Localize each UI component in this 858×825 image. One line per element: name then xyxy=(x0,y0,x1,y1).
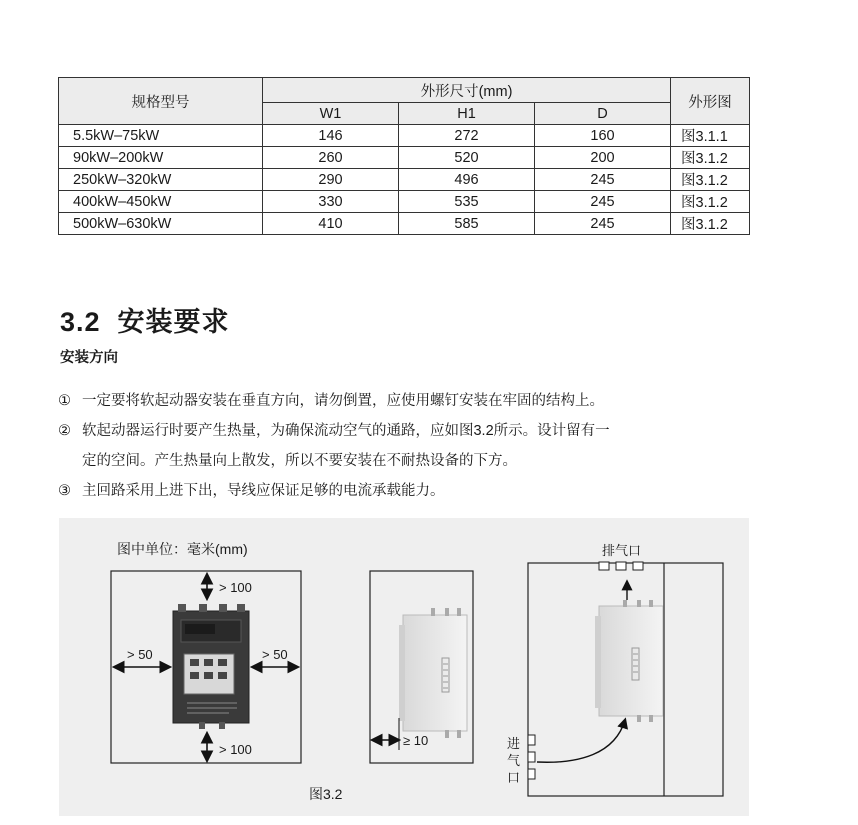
cell-d: 245 xyxy=(535,169,671,191)
item-text: 软起动器运行时要产生热量，为确保流动空气的通路，应如图3.2所示。设计留有一 xyxy=(82,423,610,439)
cell-h1: 496 xyxy=(399,169,535,191)
table-row xyxy=(59,147,750,169)
intake-label-1: 进 xyxy=(507,736,521,751)
header-w1: W1 xyxy=(263,103,399,125)
cell-h1: 520 xyxy=(399,147,535,169)
intake-label-3: 口 xyxy=(507,770,521,785)
bottom-clearance-label: > 100 xyxy=(219,742,252,757)
cell-h1: 272 xyxy=(399,125,535,147)
intake-vent xyxy=(528,769,535,779)
header-dimensions: 外形尺寸(mm) xyxy=(263,78,671,103)
left-clearance-label: > 50 xyxy=(127,647,153,662)
cell-model: 400kW–450kW xyxy=(59,191,263,213)
installation-figure xyxy=(59,518,749,816)
item-text: 一定要将软起动器安装在垂直方向，请勿倒置，应使用螺钉安装在牢固的结构上。 xyxy=(82,393,604,409)
exhaust-label: 排气口 xyxy=(602,543,642,558)
intake-vent xyxy=(528,735,535,745)
cell-d: 160 xyxy=(535,125,671,147)
cell-h1: 535 xyxy=(399,191,535,213)
item-number: ③ xyxy=(58,483,71,499)
requirement-item xyxy=(58,419,778,443)
cell-model: 90kW–200kW xyxy=(59,147,263,169)
intake-label-2: 气 xyxy=(507,753,521,768)
header-figure: 外形图 xyxy=(671,78,750,125)
right-clearance-label: > 50 xyxy=(262,647,288,662)
cell-figure: 图3.1.2 xyxy=(671,191,750,213)
cell-w1: 330 xyxy=(263,191,399,213)
exhaust-vent xyxy=(633,562,643,570)
cell-d: 200 xyxy=(535,147,671,169)
figure-caption: 图3.2 xyxy=(309,786,343,802)
item-number: ② xyxy=(58,423,71,439)
intake-airflow-arrow xyxy=(537,720,625,762)
cell-figure: 图3.1.2 xyxy=(671,213,750,235)
intake-vent xyxy=(528,752,535,762)
spec-table xyxy=(58,77,750,235)
cell-h1: 585 xyxy=(399,213,535,235)
exhaust-vent xyxy=(616,562,626,570)
table-row xyxy=(59,191,750,213)
cell-w1: 260 xyxy=(263,147,399,169)
installation-diagram xyxy=(59,518,749,816)
requirement-item-continued xyxy=(58,449,802,473)
soft-starter-side xyxy=(399,608,467,738)
item-text: 定的空间。产生热量向上散发，所以不要安装在不耐热设备的下方。 xyxy=(82,453,517,469)
item-number: ① xyxy=(58,393,71,409)
item-text: 主回路采用上进下出，导线应保证足够的电流承载能力。 xyxy=(82,483,445,499)
cell-model: 5.5kW–75kW xyxy=(59,125,263,147)
cell-w1: 146 xyxy=(263,125,399,147)
table-row xyxy=(59,169,750,191)
section-subtitle: 安装方向 xyxy=(60,350,118,366)
requirement-item xyxy=(58,389,778,413)
cell-d: 245 xyxy=(535,213,671,235)
section-title: 3.2 安装要求 xyxy=(60,307,230,337)
side-clearance-label: ≥ 10 xyxy=(403,733,429,748)
header-h1: H1 xyxy=(399,103,535,125)
cell-w1: 410 xyxy=(263,213,399,235)
cell-w1: 290 xyxy=(263,169,399,191)
cell-figure: 图3.1.2 xyxy=(671,169,750,191)
table-row xyxy=(59,213,750,235)
soft-starter-airflow xyxy=(595,600,663,722)
header-model: 规格型号 xyxy=(59,78,263,125)
cell-model: 500kW–630kW xyxy=(59,213,263,235)
top-clearance-label: > 100 xyxy=(219,580,252,595)
requirement-item xyxy=(58,479,778,503)
soft-starter-front xyxy=(173,604,249,729)
cell-figure: 图3.1.1 xyxy=(671,125,750,147)
cell-figure: 图3.1.2 xyxy=(671,147,750,169)
cell-model: 250kW–320kW xyxy=(59,169,263,191)
table-row xyxy=(59,125,750,147)
exhaust-vent xyxy=(599,562,609,570)
header-d: D xyxy=(535,103,671,125)
unit-label: 图中单位：毫米(mm) xyxy=(117,541,248,557)
cell-d: 245 xyxy=(535,191,671,213)
